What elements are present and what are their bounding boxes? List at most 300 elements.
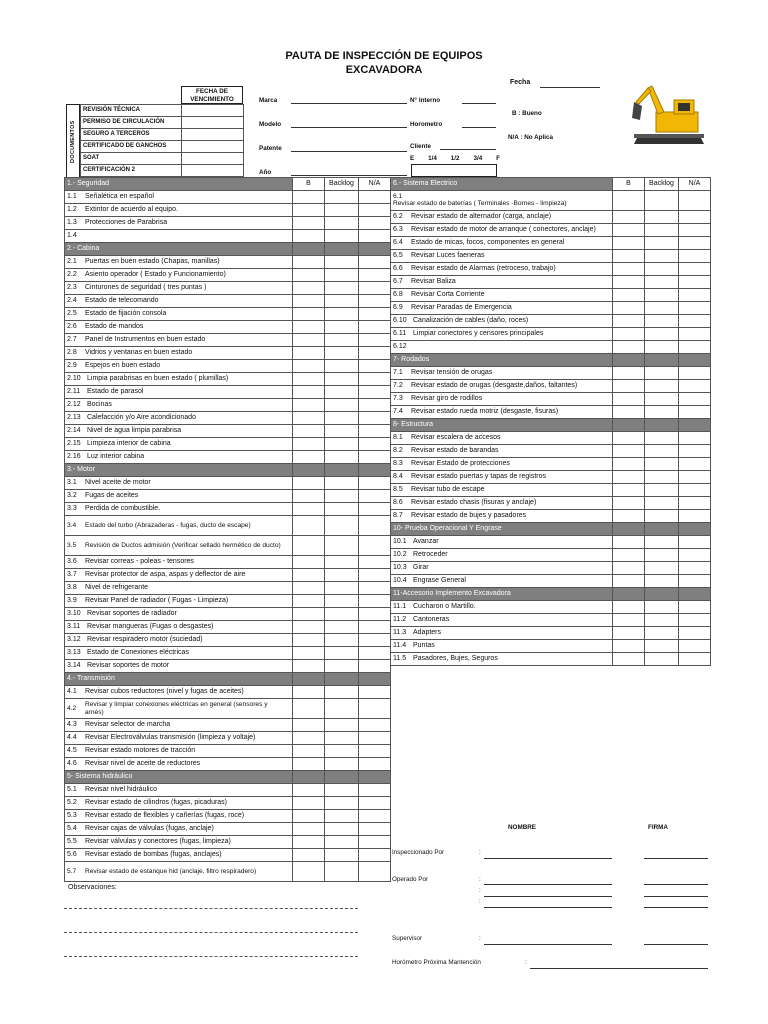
modelo-field[interactable] [291,127,407,128]
check-cell-na[interactable] [679,510,711,523]
item-description: Estado de parasol [87,388,144,396]
item-number: 6.4 [393,239,403,247]
document-name [81,153,182,165]
check-cell-backlog[interactable] [325,686,359,699]
check-cell-b[interactable] [613,289,645,302]
check-cell-backlog[interactable] [645,191,679,211]
check-cell-backlog[interactable] [325,810,359,823]
check-cell-na[interactable] [359,451,391,464]
check-cell-b[interactable] [613,367,645,380]
check-cell-backlog[interactable] [325,732,359,745]
check-cell-na[interactable] [359,217,391,230]
patente-field[interactable] [291,151,407,152]
check-cell-b[interactable] [293,399,325,412]
cliente-field[interactable] [440,149,496,150]
check-cell-backlog[interactable] [325,758,359,771]
check-cell-b[interactable] [293,784,325,797]
check-cell-na[interactable] [359,347,391,360]
check-cell-na[interactable] [359,862,391,882]
check-cell-na[interactable] [679,601,711,614]
item-description: Espejos en buen estado [85,362,161,370]
check-cell-na[interactable] [359,204,391,217]
check-cell-na[interactable] [359,282,391,295]
check-cell-na[interactable] [679,432,711,445]
check-cell-na[interactable] [359,810,391,823]
check-cell-b[interactable] [613,263,645,276]
item-number: 2.4 [67,297,77,305]
check-cell-na[interactable] [359,660,391,673]
operado-signature-field-1[interactable] [644,884,708,885]
check-cell-na[interactable] [359,836,391,849]
check-cell-b[interactable] [613,211,645,224]
checklist-item [65,745,293,758]
item-description: Canalización de cables (daño, roces) [413,317,529,325]
check-cell-backlog[interactable] [645,289,679,302]
check-cell-backlog[interactable] [645,601,679,614]
checklist-item [391,276,613,289]
checklist-item [65,784,293,797]
check-cell-b[interactable] [293,797,325,810]
check-cell-b[interactable] [293,503,325,516]
check-cell-b[interactable] [613,393,645,406]
check-cell-backlog[interactable] [645,224,679,237]
check-cell-backlog[interactable] [645,250,679,263]
check-cell-b[interactable] [613,575,645,588]
check-cell-backlog[interactable] [645,458,679,471]
fuel-three-quarter: 3/4 [473,155,483,162]
check-cell-backlog[interactable] [325,217,359,230]
check-cell-backlog[interactable] [645,302,679,315]
check-cell-na[interactable] [359,269,391,282]
check-cell-b[interactable] [293,373,325,386]
check-cell-b[interactable] [293,556,325,569]
check-cell-na[interactable] [679,627,711,640]
check-cell-backlog[interactable] [325,699,359,719]
check-cell-na[interactable] [359,321,391,334]
checklist-row [65,451,391,464]
check-cell-b[interactable] [293,686,325,699]
check-cell-backlog[interactable] [325,582,359,595]
check-cell-b[interactable] [613,497,645,510]
check-cell-na[interactable] [679,653,711,666]
check-cell-b[interactable] [293,647,325,660]
n-interno-field[interactable] [462,103,496,104]
check-cell-na[interactable] [359,536,391,556]
check-cell-b[interactable] [613,315,645,328]
check-cell-backlog[interactable] [325,516,359,536]
check-cell-na[interactable] [679,458,711,471]
check-cell-na[interactable] [359,490,391,503]
check-cell-b[interactable] [613,191,645,211]
check-cell-backlog[interactable] [645,536,679,549]
check-cell-b[interactable] [613,380,645,393]
check-cell-b[interactable] [293,582,325,595]
check-cell-backlog[interactable] [325,256,359,269]
check-cell-b[interactable] [613,471,645,484]
check-cell-backlog[interactable] [325,797,359,810]
check-cell-backlog[interactable] [645,471,679,484]
check-cell-na[interactable] [679,406,711,419]
check-cell-na[interactable] [679,575,711,588]
check-cell-backlog[interactable] [325,823,359,836]
check-cell-na[interactable] [359,797,391,810]
check-cell-backlog[interactable] [325,503,359,516]
check-cell-b[interactable] [613,549,645,562]
check-cell-backlog[interactable] [325,399,359,412]
horometro-mantencion-field[interactable] [530,968,708,969]
check-cell-backlog[interactable] [325,836,359,849]
check-cell-b[interactable] [613,406,645,419]
check-cell-backlog[interactable] [325,660,359,673]
checklist-row [391,406,711,419]
checklist-row [391,328,711,341]
check-cell-backlog[interactable] [325,569,359,582]
check-cell-backlog[interactable] [325,360,359,373]
item-description: Limpiar conectores y censores principales [413,330,544,338]
check-cell-backlog[interactable] [645,627,679,640]
check-cell-na[interactable] [679,289,711,302]
observaciones-line-3[interactable] [64,956,358,957]
document-expiry-cell[interactable] [182,141,244,153]
fecha-field[interactable] [540,87,600,88]
check-cell-b[interactable] [613,510,645,523]
check-cell-backlog[interactable] [325,849,359,862]
check-cell-na[interactable] [359,334,391,347]
check-cell-b[interactable] [293,477,325,490]
check-cell-na[interactable] [679,393,711,406]
check-cell-b[interactable] [613,445,645,458]
check-cell-b[interactable] [293,810,325,823]
check-cell-na[interactable] [359,784,391,797]
check-cell-b[interactable] [293,308,325,321]
check-cell-backlog[interactable] [325,295,359,308]
check-cell-na[interactable] [679,497,711,510]
check-cell-backlog[interactable] [325,386,359,399]
check-cell-na[interactable] [359,634,391,647]
check-cell-na[interactable] [359,758,391,771]
inspeccionado-name-field[interactable] [484,858,612,859]
check-cell-backlog[interactable] [645,432,679,445]
check-cell-backlog[interactable] [325,438,359,451]
checklist-item [391,510,613,523]
check-cell-b[interactable] [613,458,645,471]
supervisor-signature-field[interactable] [644,944,708,945]
check-cell-backlog[interactable] [325,634,359,647]
check-cell-na[interactable] [679,191,711,211]
check-cell-b[interactable] [293,732,325,745]
item-description: Estado de mandos [85,323,144,331]
section-header-cell [325,673,359,686]
check-cell-na[interactable] [359,647,391,660]
check-cell-backlog[interactable] [645,653,679,666]
check-cell-na[interactable] [359,308,391,321]
check-cell-b[interactable] [293,438,325,451]
check-cell-backlog[interactable] [645,575,679,588]
check-cell-na[interactable] [359,745,391,758]
check-cell-backlog[interactable] [645,367,679,380]
check-cell-b[interactable] [613,276,645,289]
check-cell-b[interactable] [293,516,325,536]
check-cell-b[interactable] [613,328,645,341]
check-cell-backlog[interactable] [325,282,359,295]
check-cell-backlog[interactable] [645,406,679,419]
check-cell-b[interactable] [293,621,325,634]
check-cell-na[interactable] [679,367,711,380]
check-cell-backlog[interactable] [325,477,359,490]
check-cell-b[interactable] [293,425,325,438]
anio-field[interactable] [291,175,407,176]
check-cell-na[interactable] [679,445,711,458]
check-cell-b[interactable] [293,862,325,882]
check-cell-backlog[interactable] [645,276,679,289]
check-cell-na[interactable] [359,360,391,373]
check-cell-backlog[interactable] [325,608,359,621]
section-header-cell [679,419,711,432]
check-cell-na[interactable] [359,230,391,243]
check-cell-backlog[interactable] [325,621,359,634]
check-cell-backlog[interactable] [645,445,679,458]
check-cell-b[interactable] [293,217,325,230]
check-cell-b[interactable] [613,627,645,640]
checklist-item [65,477,293,490]
check-cell-b[interactable] [293,634,325,647]
checklist-row [391,627,711,640]
supervisor-name-field[interactable] [484,944,612,945]
check-cell-backlog[interactable] [325,191,359,204]
check-cell-b[interactable] [293,451,325,464]
operado-signature-field-3[interactable] [644,907,708,908]
check-cell-backlog[interactable] [645,211,679,224]
check-cell-backlog[interactable] [325,425,359,438]
check-cell-na[interactable] [359,699,391,719]
check-cell-backlog[interactable] [325,321,359,334]
check-cell-na[interactable] [679,471,711,484]
check-cell-backlog[interactable] [325,347,359,360]
check-cell-na[interactable] [679,328,711,341]
check-cell-backlog[interactable] [645,380,679,393]
check-cell-backlog[interactable] [645,484,679,497]
fuel-level-box[interactable] [411,164,497,177]
check-cell-na[interactable] [359,516,391,536]
check-cell-b[interactable] [293,204,325,217]
check-cell-backlog[interactable] [645,341,679,354]
document-expiry-cell[interactable] [182,105,244,117]
check-cell-na[interactable] [359,556,391,569]
check-cell-backlog[interactable] [645,315,679,328]
check-cell-na[interactable] [359,438,391,451]
check-cell-na[interactable] [359,373,391,386]
check-cell-na[interactable] [679,315,711,328]
document-expiry-cell[interactable] [182,117,244,129]
check-cell-na[interactable] [359,191,391,204]
observaciones-line-2[interactable] [64,932,358,933]
check-cell-b[interactable] [293,608,325,621]
check-cell-b[interactable] [293,823,325,836]
check-cell-b[interactable] [613,614,645,627]
check-cell-backlog[interactable] [645,549,679,562]
check-cell-b[interactable] [293,256,325,269]
check-cell-b[interactable] [293,347,325,360]
check-cell-backlog[interactable] [645,640,679,653]
check-cell-na[interactable] [359,595,391,608]
check-cell-na[interactable] [359,386,391,399]
item-number: 1.3 [67,219,77,227]
check-cell-b[interactable] [613,432,645,445]
check-cell-backlog[interactable] [645,562,679,575]
check-cell-b[interactable] [293,191,325,204]
check-cell-na[interactable] [679,237,711,250]
check-cell-na[interactable] [359,582,391,595]
item-number: 2.8 [67,349,77,357]
check-cell-backlog[interactable] [645,614,679,627]
check-cell-b[interactable] [293,595,325,608]
check-cell-na[interactable] [679,276,711,289]
check-cell-backlog[interactable] [645,497,679,510]
check-cell-b[interactable] [293,360,325,373]
check-cell-na[interactable] [359,399,391,412]
check-cell-backlog[interactable] [325,412,359,425]
check-cell-b[interactable] [293,386,325,399]
check-cell-na[interactable] [679,536,711,549]
item-description: Revisar estado rueda motriz (desgaste, fisuras) [411,408,559,416]
check-cell-backlog[interactable] [645,510,679,523]
check-cell-backlog[interactable] [325,490,359,503]
check-cell-b[interactable] [293,536,325,556]
document-name-text: PERMISO DE CIRCULACIÓN [83,118,165,125]
check-cell-backlog[interactable] [325,595,359,608]
observaciones-line-1[interactable] [64,908,358,909]
check-cell-na[interactable] [679,224,711,237]
check-cell-b[interactable] [613,640,645,653]
item-number: 8.1 [393,434,403,442]
check-cell-b[interactable] [293,745,325,758]
check-cell-backlog[interactable] [325,536,359,556]
check-cell-backlog[interactable] [325,308,359,321]
document-expiry-cell[interactable] [182,153,244,165]
check-cell-backlog[interactable] [325,269,359,282]
check-cell-b[interactable] [293,282,325,295]
check-cell-b[interactable] [293,269,325,282]
check-cell-na[interactable] [359,477,391,490]
check-cell-na[interactable] [359,719,391,732]
check-cell-na[interactable] [679,211,711,224]
check-cell-na[interactable] [359,425,391,438]
check-cell-backlog[interactable] [645,328,679,341]
horometro-field[interactable] [462,127,496,128]
operado-name-field-3[interactable] [484,907,612,908]
check-cell-b[interactable] [293,719,325,732]
check-cell-na[interactable] [359,503,391,516]
operado-name-field-2[interactable] [484,896,612,897]
check-cell-b[interactable] [613,562,645,575]
check-cell-b[interactable] [613,536,645,549]
check-cell-b[interactable] [613,237,645,250]
item-number: 5.5 [67,838,77,846]
check-cell-backlog[interactable] [645,237,679,250]
check-cell-backlog[interactable] [325,451,359,464]
check-cell-b[interactable] [613,601,645,614]
check-cell-b[interactable] [293,334,325,347]
check-cell-backlog[interactable] [325,204,359,217]
check-cell-backlog[interactable] [645,263,679,276]
check-cell-b[interactable] [293,699,325,719]
check-cell-b[interactable] [293,569,325,582]
check-cell-backlog[interactable] [325,745,359,758]
check-cell-na[interactable] [359,849,391,862]
check-cell-b[interactable] [293,836,325,849]
marca-field[interactable] [291,103,407,104]
check-cell-na[interactable] [679,263,711,276]
check-cell-backlog[interactable] [325,556,359,569]
check-cell-backlog[interactable] [325,862,359,882]
check-cell-b[interactable] [613,653,645,666]
check-cell-b[interactable] [613,302,645,315]
check-cell-b[interactable] [293,295,325,308]
section-title-text: 5- Sistema hidráulico [67,773,133,781]
check-cell-na[interactable] [679,250,711,263]
check-cell-b[interactable] [613,250,645,263]
check-cell-backlog[interactable] [325,719,359,732]
document-expiry-cell[interactable] [182,129,244,141]
item-number: 2.13 [67,414,81,422]
check-cell-backlog[interactable] [325,784,359,797]
check-cell-na[interactable] [679,562,711,575]
check-cell-na[interactable] [679,341,711,354]
checklist-row [391,367,711,380]
check-cell-na[interactable] [359,823,391,836]
check-cell-b[interactable] [613,224,645,237]
check-cell-na[interactable] [359,256,391,269]
check-cell-backlog[interactable] [325,373,359,386]
checklist-item [391,367,613,380]
checklist-row [65,849,391,862]
check-cell-b[interactable] [293,849,325,862]
check-cell-backlog[interactable] [645,393,679,406]
document-expiry-cell[interactable] [182,165,244,177]
operado-name-field-1[interactable] [484,884,612,885]
check-cell-na[interactable] [359,295,391,308]
operado-signature-field-2[interactable] [644,896,708,897]
check-cell-backlog[interactable] [325,334,359,347]
inspeccionado-signature-field[interactable] [644,858,708,859]
check-cell-b[interactable] [293,758,325,771]
check-cell-na[interactable] [679,614,711,627]
check-cell-na[interactable] [679,549,711,562]
check-cell-b[interactable] [293,230,325,243]
check-cell-b[interactable] [293,321,325,334]
check-cell-b[interactable] [293,490,325,503]
check-cell-na[interactable] [679,380,711,393]
check-cell-na[interactable] [359,732,391,745]
check-cell-b[interactable] [293,412,325,425]
check-cell-na[interactable] [359,621,391,634]
check-cell-backlog[interactable] [325,647,359,660]
item-description: Revisar correas - poleas - tensores [85,558,194,566]
check-cell-b[interactable] [613,341,645,354]
check-cell-backlog[interactable] [325,230,359,243]
check-cell-na[interactable] [359,608,391,621]
check-cell-na[interactable] [679,640,711,653]
check-cell-na[interactable] [359,569,391,582]
checklist-row [65,732,391,745]
check-cell-na[interactable] [359,412,391,425]
check-cell-na[interactable] [679,302,711,315]
check-cell-na[interactable] [359,686,391,699]
check-cell-b[interactable] [613,484,645,497]
item-description: Girar [413,564,429,572]
check-cell-b[interactable] [293,660,325,673]
check-cell-na[interactable] [679,484,711,497]
